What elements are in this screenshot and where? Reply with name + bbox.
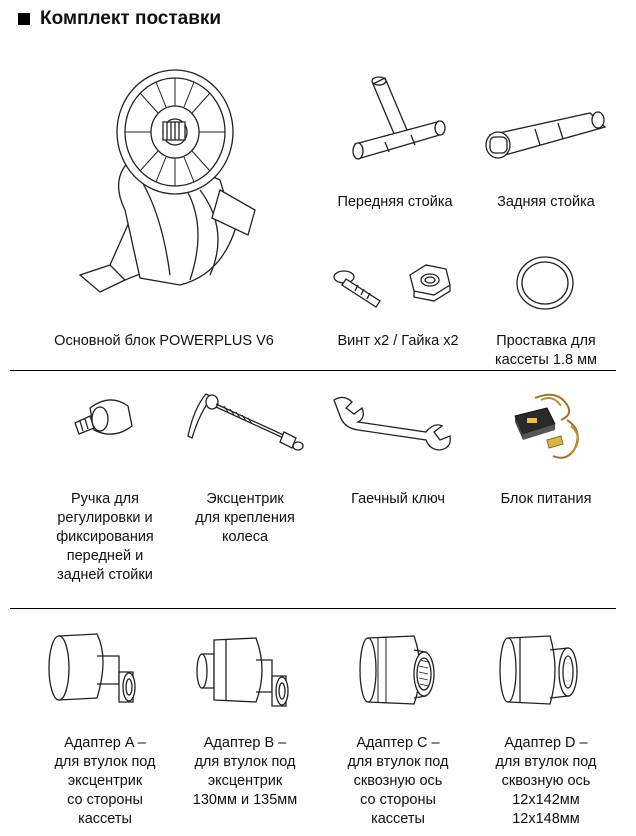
skewer-label-line-3: колеса — [221, 529, 269, 545]
adapter-b-image — [192, 630, 297, 710]
adapter-c-label-line-1: Адаптер C – — [356, 735, 440, 751]
adapter-b-label-line-3: эксцентрик — [207, 773, 283, 789]
adapter-b-label-line-2: для втулок под — [194, 754, 296, 770]
skewer-label — [175, 490, 315, 547]
adapter-d-label — [476, 734, 616, 829]
knob-label-line-1: Ручка для — [70, 491, 139, 507]
adapter-d-label-line-3: сквозную ось — [501, 773, 591, 789]
adapter-a-label-line-3: эксцентрик — [67, 773, 143, 789]
front-stand-image — [345, 72, 455, 172]
adapter-c-label-line-3: сквозную ось — [353, 773, 443, 789]
section-title — [18, 8, 221, 30]
front-stand-label: Передняя стойка — [337, 194, 453, 210]
adapter-a-image — [45, 628, 145, 708]
knob-label-line-5: задней стойки — [57, 567, 153, 583]
adapter-a-label-line-5: кассеты — [78, 811, 132, 827]
spacer-label — [476, 332, 616, 370]
rear-stand-image — [480, 105, 615, 175]
adapter-a-label-line-4: со стороны — [67, 792, 143, 808]
power-supply-label: Блок питания — [500, 491, 592, 507]
spacer-image — [510, 252, 580, 314]
main-unit-label: Основной блок POWERPLUS V6 — [54, 333, 274, 349]
knob-label-line-4: передней и — [66, 548, 144, 564]
adapter-d-label-line-1: Адаптер D – — [504, 735, 588, 751]
adapter-c-label-line-2: для втулок под — [347, 754, 449, 770]
knob-image — [70, 388, 140, 443]
wrench-label: Гаечный ключ — [351, 491, 445, 507]
adapter-b-label-line-1: Адаптер B – — [203, 735, 287, 751]
bolt-nut-image — [330, 255, 465, 315]
adapter-c-image — [358, 630, 448, 710]
divider-2 — [10, 608, 616, 609]
skewer-label-line-1: Эксцентрик — [206, 491, 284, 507]
adapter-d-label-line-5: 12х148мм — [512, 811, 580, 827]
adapter-c-label-line-4: со стороны — [360, 792, 436, 808]
adapter-d-image — [498, 630, 593, 710]
spacer-label-line-1: Проставка для — [496, 333, 596, 349]
adapter-c-label — [318, 734, 478, 829]
knob-label-line-2: регулировки и — [57, 510, 153, 526]
bullet-square-icon — [18, 13, 30, 25]
section-title-text: Комплект поставки — [40, 8, 222, 29]
adapter-d-label-line-4: 12х142мм — [512, 792, 580, 808]
adapter-b-label — [175, 734, 315, 810]
wrench-image — [330, 392, 460, 452]
adapter-c-label-line-5: кассеты — [371, 811, 425, 827]
adapter-d-label-line-2: для втулок под — [495, 754, 597, 770]
adapter-a-label — [35, 734, 175, 829]
divider-1 — [10, 370, 616, 371]
adapter-b-label-line-4: 130мм и 135мм — [192, 792, 298, 808]
rear-stand-label: Задняя стойка — [497, 194, 595, 210]
spacer-label-line-2: кассеты 1.8 мм — [494, 352, 598, 368]
main-unit-image — [70, 60, 270, 300]
knob-label — [35, 490, 175, 585]
knob-label-line-3: фиксирования — [56, 529, 154, 545]
bolt-nut-label: Винт х2 / Гайка х2 — [337, 333, 459, 349]
skewer-image — [180, 388, 310, 458]
skewer-label-line-2: для крепления — [195, 510, 295, 526]
power-supply-image — [505, 390, 590, 465]
adapter-a-label-line-2: для втулок под — [54, 754, 156, 770]
adapter-a-label-line-1: Адаптер A – — [64, 735, 146, 751]
